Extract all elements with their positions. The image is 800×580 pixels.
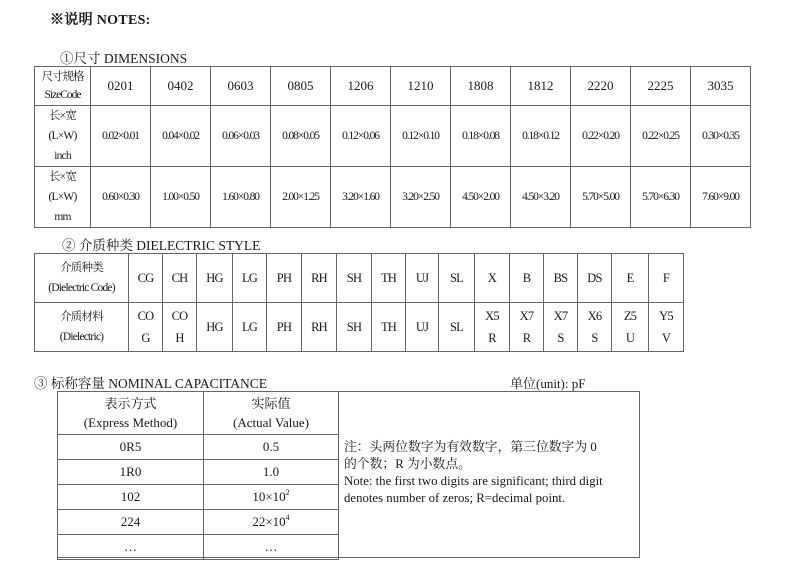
express-code: 1R0 <box>58 460 204 485</box>
line: X7 <box>553 309 568 323</box>
size-code-cell: 0603 <box>211 67 271 106</box>
dielectric-code-row <box>35 254 684 303</box>
dielectric-code: PH <box>267 254 302 303</box>
size-code-row <box>35 67 751 106</box>
dielectric-code: SL <box>439 254 475 303</box>
inch-value: 0.18×0.12 <box>511 106 571 167</box>
line: U <box>625 331 635 345</box>
dielectric-code-label <box>35 254 129 303</box>
row-label-lw: (L×W) <box>48 130 77 142</box>
value: 22×10 <box>252 514 286 529</box>
label-cn: 介质种类 <box>60 262 103 274</box>
table-row <box>58 510 339 535</box>
label-cn: 介质材料 <box>60 311 103 323</box>
header-en: (Express Method) <box>83 415 178 430</box>
dielectric-code: SH <box>337 254 372 303</box>
dielectric-code: E <box>612 254 649 303</box>
size-code-label-en: SizeCode <box>44 89 81 101</box>
dielectric-material: SL <box>439 303 475 352</box>
row-label-cn: 长×宽 <box>48 110 77 122</box>
size-code-cell: 1206 <box>331 67 391 106</box>
dielectric-material <box>163 303 197 352</box>
line: X5 <box>485 309 499 323</box>
express-code: 102 <box>58 485 204 510</box>
dielectric-material <box>612 303 649 352</box>
dielectric-material <box>578 303 612 352</box>
dielectric-material <box>649 303 684 352</box>
size-code-cell: 1210 <box>391 67 451 106</box>
notes-title: ※说明 NOTES: <box>50 13 151 28</box>
size-code-cell: 0201 <box>91 67 151 106</box>
value: … <box>264 539 278 554</box>
express-code: 0R5 <box>58 435 204 460</box>
line: Y5 <box>659 309 673 323</box>
line: Z5 <box>623 309 637 323</box>
dielectric-material <box>510 303 544 352</box>
line: R <box>488 331 496 345</box>
dielectric-material <box>129 303 163 352</box>
table-row <box>58 460 339 485</box>
dielectric-code: CG <box>129 254 163 303</box>
size-code-cell: 1808 <box>451 67 511 106</box>
inch-value: 0.18×0.08 <box>451 106 511 167</box>
capacitance-title: ③ 标称容量 NOMINAL CAPACITANCE <box>34 376 268 391</box>
header-en: (Actual Value) <box>233 415 309 430</box>
unit-label: 单位(unit): pF <box>510 376 586 391</box>
inch-row <box>35 106 751 167</box>
inch-value: 0.22×0.25 <box>631 106 691 167</box>
mm-row-label <box>35 167 91 228</box>
header-cn: 表示方式 <box>104 396 157 411</box>
express-code: 224 <box>58 510 204 535</box>
line: CO <box>137 309 154 323</box>
dimensions-table <box>34 66 751 228</box>
label-en: (Dielectric Code) <box>48 282 115 294</box>
line: H <box>175 331 184 345</box>
line: X7 <box>519 309 534 323</box>
exponent: 4 <box>285 513 290 522</box>
note-cn-line: 的个数；R 为小数点。 <box>344 457 471 471</box>
capacitance-table <box>57 391 339 560</box>
dielectric-material: LG <box>233 303 267 352</box>
size-code-label <box>35 67 91 106</box>
actual-value <box>204 510 339 535</box>
dielectric-code: F <box>649 254 684 303</box>
value: 1.0 <box>262 464 280 479</box>
table-row <box>58 485 339 510</box>
dielectric-material-row <box>35 303 684 352</box>
dielectric-material: TH <box>372 303 406 352</box>
capacitance-header-row <box>58 392 339 435</box>
dielectric-code: TH <box>372 254 406 303</box>
note-en-line: Note: the first two digits are significant; third digit <box>344 474 603 488</box>
dielectric-code: B <box>510 254 544 303</box>
inch-row-label <box>35 106 91 167</box>
dielectric-code: X <box>475 254 510 303</box>
inch-value: 0.30×0.35 <box>691 106 751 167</box>
note-cn-line: 注：头两位数字为有效数字，第三位数字为 0 <box>344 440 597 454</box>
line: S <box>557 331 564 345</box>
dimensions-title: ①尺寸 DIMENSIONS <box>60 51 188 66</box>
mm-row <box>35 167 751 228</box>
dielectric-material: RH <box>302 303 337 352</box>
table-row <box>58 435 339 460</box>
mm-value: 4.50×2.00 <box>451 167 511 228</box>
mm-value: 4.50×3.20 <box>511 167 571 228</box>
table-row <box>58 535 339 560</box>
mm-value: 2.00×1.25 <box>271 167 331 228</box>
mm-value: 5.70×5.00 <box>571 167 631 228</box>
dielectric-material <box>475 303 510 352</box>
actual-value <box>204 485 339 510</box>
dielectric-code: UJ <box>406 254 439 303</box>
dielectric-material: HG <box>197 303 233 352</box>
value: 0.5 <box>262 439 280 454</box>
dielectric-code: DS <box>578 254 612 303</box>
dielectric-code: LG <box>233 254 267 303</box>
dielectric-code: HG <box>197 254 233 303</box>
value: 10×10 <box>252 489 286 504</box>
capacitance-note <box>344 439 644 507</box>
row-label-unit: inch <box>54 150 71 162</box>
size-code-label-cn: 尺寸规格 <box>41 71 84 83</box>
inch-value: 0.22×0.20 <box>571 106 631 167</box>
line: CO <box>171 309 188 323</box>
dielectric-material-label <box>35 303 129 352</box>
inch-value: 0.12×0.10 <box>391 106 451 167</box>
mm-value: 3.20×1.60 <box>331 167 391 228</box>
size-code-cell: 3035 <box>691 67 751 106</box>
size-code-cell: 2220 <box>571 67 631 106</box>
dielectric-table <box>34 253 684 352</box>
inch-value: 0.04×0.02 <box>151 106 211 167</box>
inch-value: 0.06×0.03 <box>211 106 271 167</box>
dielectric-material: SH <box>337 303 372 352</box>
inch-value: 0.08×0.05 <box>271 106 331 167</box>
dielectric-material <box>544 303 578 352</box>
dielectric-code: CH <box>163 254 197 303</box>
mm-value: 1.60×0.80 <box>211 167 271 228</box>
row-label-unit: mm <box>54 211 71 223</box>
line: S <box>591 331 598 345</box>
size-code-cell: 0402 <box>151 67 211 106</box>
actual-value <box>204 460 339 485</box>
label-en: (Dielectric) <box>59 331 104 343</box>
note-en-line: denotes number of zeros; R=decimal point. <box>344 491 566 505</box>
inch-value: 0.12×0.06 <box>331 106 391 167</box>
dielectric-title: ② 介质种类 DIELECTRIC STYLE <box>62 238 261 253</box>
line: V <box>661 331 671 345</box>
line: X6 <box>587 309 602 323</box>
header-cn: 实际值 <box>251 396 291 411</box>
mm-value: 0.60×0.30 <box>91 167 151 228</box>
inch-value: 0.02×0.01 <box>91 106 151 167</box>
exponent: 2 <box>285 488 290 497</box>
dielectric-code: BS <box>544 254 578 303</box>
header-actual-value <box>204 392 339 435</box>
mm-value: 1.00×0.50 <box>151 167 211 228</box>
dielectric-code: RH <box>302 254 337 303</box>
size-code-cell: 2225 <box>631 67 691 106</box>
mm-value: 3.20×2.50 <box>391 167 451 228</box>
express-code: … <box>58 535 204 560</box>
header-express-method <box>58 392 204 435</box>
actual-value <box>204 435 339 460</box>
mm-value: 7.60×9.00 <box>691 167 751 228</box>
mm-value: 5.70×6.30 <box>631 167 691 228</box>
line: R <box>522 331 531 345</box>
size-code-cell: 1812 <box>511 67 571 106</box>
dielectric-material: UJ <box>406 303 439 352</box>
line: G <box>141 331 150 345</box>
size-code-cell: 0805 <box>271 67 331 106</box>
row-label-cn: 长×宽 <box>48 171 77 183</box>
row-label-lw: (L×W) <box>48 191 77 203</box>
actual-value <box>204 535 339 560</box>
dielectric-material: PH <box>267 303 302 352</box>
